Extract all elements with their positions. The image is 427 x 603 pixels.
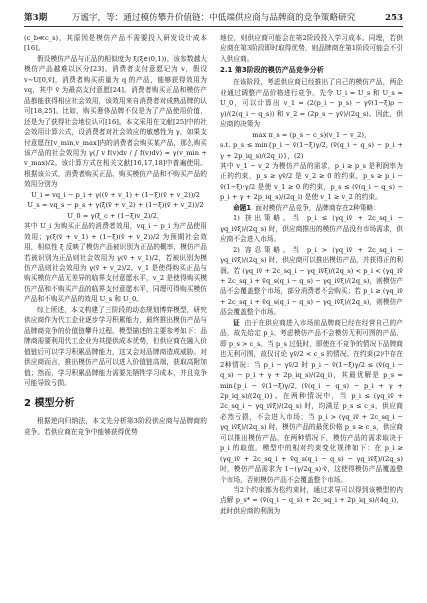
proof-text: 由于在供应商进入市场前品牌商已经在经营自己的产品，故先给定 p_i。考虑模仿产品不会模仿无利可图的产品，即 p_s > c_s。当 p_s 过低时，即使在不竞争的情况下品牌商也无利可图，故仅讨论 γv̄/2 < c_s 的情况。在约束(2)中存在2种情况：当 p_i − γv̄/2 时 p_i − v̄(1−ξ)γ/2 ≤ (v̄(q_i − q_s) − p_i + γ + 2p_iq_s)/(2q_i)，其最优解是 p_s = min{p_i − v̄(1−ξ)γ/2, (v̄(q_i − q_s) − p_i + γ + 2p_iq_s)/(2q_i)}。在两种情况中，当 p_i ≤ (γq_iv̄ + 2c_sq_i − γq_iv̄ξ)/(2q_s) 时，均满足 p_s ≤ c_s，供应商必然亏损，不会进入市场；当 p_i > (γq_iv̄ + 2c_sq_i − γq_iv̄ξ)/(2q_s) 时，模仿产品的最优价格 p_s ≥ c_s，供应商可以推出模仿产品。在两种情况下，模仿产品的需求取决于 p_i 的取值。模型中的相对约束变化规律如下：在 p_i ≥ (γq_iv̄ + 2c_sq_i + v̄q_s(q_i − q_s) − γq_iv̄ξ)/(2q_s) 时，模仿产品需求为 1−(γ/2q_s)·v̄，这使得模仿产品覆盖整个市场，否则模仿产品不会覆盖整个市场。 (220, 318, 403, 484)
page-number: 253 (385, 13, 403, 23)
right-closing-paragraph: 当2个约束都为松约束时，通过求导可以得到该模型的内点解 p_s* = (v̄(q_i − q_s) + 2c_sq_i + 2p_iq_s)/(4q_i)，此时供应商的利润为 (220, 486, 403, 515)
proposition-label: 命题1 (233, 203, 252, 212)
right-column (220, 33, 403, 595)
subsection-title: 2.1 第3阶段的模仿产品竞争分析 (220, 66, 324, 75)
left-paragraph-4: 综上所述，本文构建了三阶段的动态规划博弈模型，研究供应商作为代工企业逐步学习积累能力，最终推出模仿产品与品牌商竞争的价值链攀升过程。模型描述的主要参考如下：品牌商需要利用代工企业为其提供成本优势，但供应商在融入价值链后可以学习积累品牌能力，这又会对品牌商造成威胁。对供应商而言，推出模仿产品可以进入价值链高端，获取高附加值；然而，学习积累品牌能力需要先牺牲学习成本，并且竞争可能导致亏损。 (24, 305, 207, 387)
utility-equation-none: U_0 = γ(ξ_c + (1−ξ)v_2)/2， (67, 211, 164, 220)
left-paragraph-5: 根据逆向归纳法，本文先分析第3阶段供应商与品牌商的竞争。若供应商在竞争中能够获得优势 (24, 417, 207, 436)
left-column (24, 33, 207, 595)
proposition-1 (220, 203, 403, 213)
section-title: 2 模型分析 (24, 398, 75, 410)
objective-equation: max π_s = (p_s − c_s)(v_1 − v_2)， (252, 130, 371, 139)
constraint-equation: s.t. p_s ≤ min{p_i − v̄(1−ξ)γ/2, (v̄(q_i − q_s) − p_i + γ + 2p_iq_s)/(2q_i)}，(2) (220, 141, 403, 160)
proposition-text: 面对模仿产品竞争，品牌商存在2种策略： (255, 203, 380, 212)
right-paragraph-3: 其中 v_1 − v_2 为模仿产品的需求，p_i ≥ p_s 是利润率为正的约束，p_s ≥ γv̄/2 是 v_2 ≥ 0 的约束，p_s ≥ p_i − v̄(1−ξ)·γ/2 是使 v_1 ≥ 0 的约束，p_s ≤ (v̄(q_i − q_s) − p_i + γ + 2p_iq_s)/(2q_i) 是使 v_1 ≥ v_2 的约束。 (220, 161, 403, 202)
left-paragraph-2: 假设模仿产品与正品的相似度为 ξ(ξ∈(0,1))，该参数越大模仿产品越难以区分[23]。消费者支付意愿记为 v，假设 v∼U[0,v̄]，消费者购买质量为 q 的产品，能够获得效用为 vq，其中 v̄ 为最高支付意愿[24]。消费者购买正品和模仿产品都能获得相应社会效用，该效用来自消费者对成熟品牌的认可[18,25]。比如，购买奢侈品牌不仅是为了产品使用价值，还是为了获得社会地位认可[16]。本文采用在文献[25]中的社会效用计算公式，设消费者对社会效应的敏感性为 γ，如果支付意愿在[v_min,v_max]内的消费者会购买某产品，那么购买该产品的社会效用为 γ(∫ v f(v)dv / ∫ f(v)dv) = γ(v_min + v_max)/2。该计算方式在相关文献[16,17,18]中普遍使用。根据该公式，消费者购买正品、购买模仿产品和不购买产品的效用分别为 (24, 54, 207, 189)
left-paragraph-3: 其中 U_i 为购买正品的消费者效用，vq_i − p_i 为产品使用效用；γ(ξ(v̄ + v_1) + (1−ξ)(v̄ + v_2))/2 为预期社会效用，相似性 ξ 反映了模仿产品被识别为正品的概率，模仿产品若被识别为正品则社会效用为 γ(v̄ + v_1)/2，若被识别为模仿产品则社会效用为 γ(v̄ + v_2)/2。v_1 是使得购买正品与购买模仿产品无差异的临界支付意愿水平，v_2 是使得购买模仿产品和不购买产品的临界支付意愿水平，同理可得购买模仿产品和不购买产品的效用 U_s 和 U_0。 (24, 222, 207, 304)
strategy-1: 1) 挤出策略。当 p_i ≤ (γq_iv̄ + 2c_sq_i − γq_iv̄ξ)/(2q_s) 时，供应商推出的模仿产品没有市场需求，供应商不会进入市场。 (220, 214, 403, 244)
issue-number: 第3期 (24, 13, 48, 23)
right-paragraph-1: 地位，则供应商可能会在第2阶段投入学习成本。同理，若供应商在第3阶段即时取得优势，则品牌商在第1阶段可能会不引入供应商。 (220, 34, 403, 63)
right-paragraph-2: 在该阶段，考虑供应商已经推出了自己的模仿产品，两企业通过调整产品价格进行竞争。先令 U_i = U_s 和 U_s = U_0，可以计算出 v_1 = (2(p_i − p_s) − γv̄(1−ξ)ρ − γ)/(2(q_i − q_s)) 和 v_2 = (2p_s − γv̄)/(2q_s)。因此，供应商的决策为 (220, 78, 403, 129)
header-rule (24, 26, 403, 27)
proof-label: 证 (233, 318, 240, 327)
utility-equation-imitation: U_s = vq_s − p_s + γ(ξ(v̄ + v_2) + (1−ξ)(v̄ + v_2))/2 (27, 201, 204, 210)
running-title: 万谧宇，等：通过模仿攀升价值链：中低端供应商与品牌商的竞争策略研究 (71, 13, 356, 23)
left-paragraph-1: (c_b≪c_s)，其原因是模仿产品不需要投入研发设计成本[16]。 (24, 34, 207, 53)
utility-equation-brand: U_i = vq_i − p_i + γ((v̄ + v_1) + (1−ξ)(v̄ + v_2))/2 (31, 190, 200, 199)
strategy-2: 2) 容忍策略。当 p_i > (γq_iv̄ + 2c_sq_i − γq_iv̄ξ)/(2q_s) 时，供应商可以推出模仿产品，并获得正的利润。若 (γq_iv̄ + 2c_sq_i − γq_iv̄ξ)/(2q_s) < p_i < (γq_iv̄ + 2c_sq_i + v̄q_s(q_i − q_s) − γq_iv̄ξ)/(2q_s)，则模仿产品不会覆盖整个市场，部分消费者不会购买；若 p_i ≥ (γq_iv̄ + 2c_sq_i + v̄q_s(q_i − q_s) − γq_iv̄ξ)/(2q_s)，则模仿产品会覆盖整个市场。 (220, 245, 403, 317)
running-header (24, 11, 403, 25)
proof (220, 318, 403, 485)
